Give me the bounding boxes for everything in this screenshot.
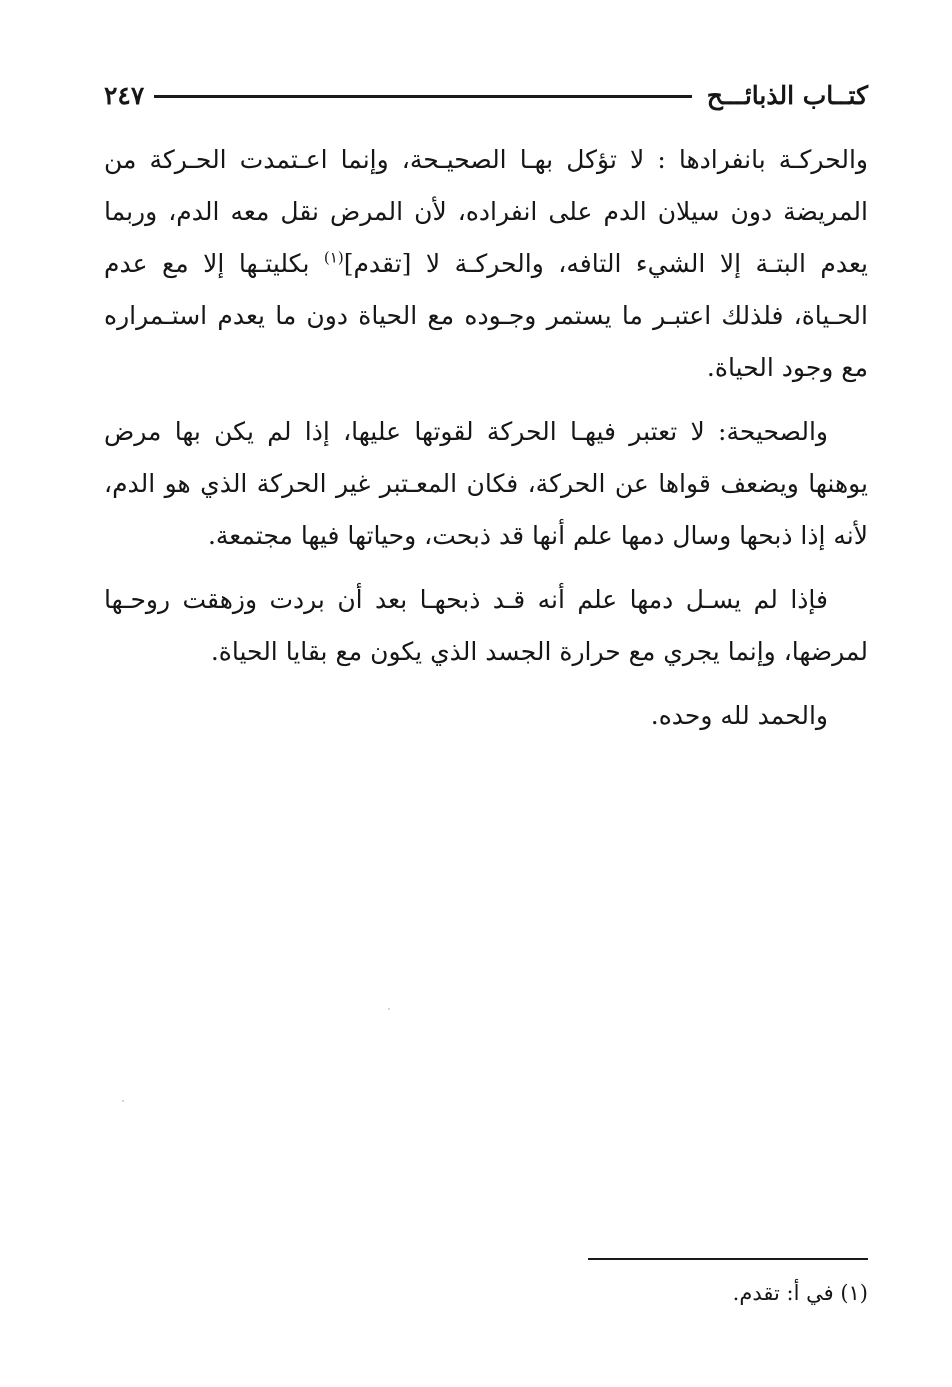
paragraph-2: والصحيحة: لا تعتبر فيهـا الحركة لقوتها عليها، إذا لم يكن بها مرض يوهنها ويضعف قواها عن الحركة، فكان المعـتبر غير الحركة الذي هو الدم، لأنه إذا ذبحها وسال دمها علم أنها قد ذبحت، وحياتها فيها مجتمعة.: [104, 417, 868, 550]
paragraph-1-text-a: والحركـة بانفرادها : لا تؤكل بهـا الصحيـحة، وإنما اعـتمدت الحـركة من المريضة دون سيلان الدم على انفراده، لأن المرض نقل معه الدم، وربما يعدم البتـة إلا الشيء التافه، والحركـة لا [تقدم]: [104, 145, 868, 278]
paragraph-1-text-b: بكليتـها إلا مع عدم الحـياة، فلذلك اعتبـر ما يستمر وجـوده مع الحياة دون ما يعدم استـمراره مع وجود الحياة.: [104, 249, 868, 382]
paragraph-3: فإذا لم يسـل دمها علم أنه قـد ذبحهـا بعد أن بردت وزهقت روحـها لمرضها، وإنما يجري مع حرارة الجسد الذي يكون مع بقايا الحياة.: [104, 585, 868, 666]
main-text: [104, 134, 868, 742]
footnote: (١) في أ: تقدم.: [732, 1281, 868, 1305]
scan-speck: [122, 1100, 124, 1102]
page-number: ٢٤٧: [104, 81, 145, 110]
header-rule: [154, 95, 692, 98]
paragraph-4: والحمد لله وحده.: [650, 701, 828, 730]
scan-speck: [388, 1008, 390, 1010]
running-header: [104, 78, 868, 118]
footnote-marker: (١): [323, 248, 344, 267]
footnote-separator: [588, 1258, 868, 1260]
paragraph-1: [104, 134, 868, 394]
chapter-title: كتــاب الذبائـــح: [706, 81, 868, 110]
